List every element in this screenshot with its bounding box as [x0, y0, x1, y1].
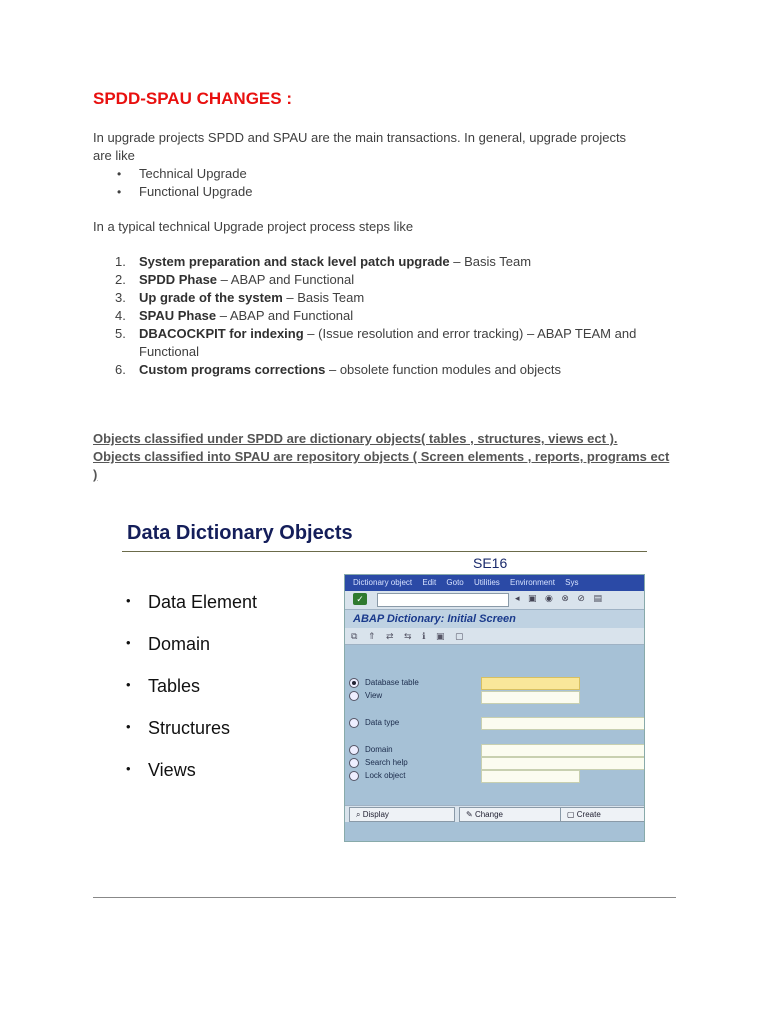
display-button: ⌕ Display: [349, 807, 455, 822]
dictionary-object-list: [126, 592, 257, 802]
bullet-dot: •: [117, 185, 122, 199]
process-steps-list: [93, 253, 683, 379]
sap-standard-toolbar: [345, 591, 644, 610]
slide-divider: [122, 551, 647, 552]
step-item: 3. Up grade of the system – Basis Team: [115, 290, 365, 305]
radio-icon: [349, 745, 359, 755]
create-button: ▢ Create: [560, 807, 645, 822]
menu-goto: Goto: [446, 578, 464, 587]
radio-selected-icon: [349, 678, 359, 688]
menu-system: Sys: [565, 578, 579, 587]
sap-menu-bar: [345, 575, 644, 591]
list-item: • Structures: [126, 718, 231, 738]
intro-line-2: are like: [93, 148, 135, 163]
radio-icon: [349, 758, 359, 768]
data-dictionary-slide-image: [116, 510, 656, 850]
transaction-code-label: SE16: [473, 555, 508, 571]
menu-dictionary-object: Dictionary object: [353, 578, 413, 587]
classification-note: [93, 430, 673, 484]
search-help-field: [481, 757, 645, 770]
list-item: • Domain: [126, 634, 211, 654]
domain-field: [481, 744, 645, 757]
list-item: • Functional Upgrade: [117, 184, 253, 199]
process-intro: In a typical technical Upgrade project process steps like: [93, 219, 414, 234]
check-icon: ✓: [353, 593, 367, 605]
lock-object-field: [481, 770, 580, 783]
radio-icon: [349, 691, 359, 701]
upgrade-types-list: [117, 165, 252, 201]
radio-icon: [349, 771, 359, 781]
sap-gui-screenshot: [344, 574, 645, 842]
sap-screen-title: ABAP Dictionary: Initial Screen: [345, 610, 644, 628]
bullet-dot: •: [117, 167, 122, 181]
option-view: View: [349, 691, 382, 701]
footer-divider: [93, 897, 676, 898]
step-item: 1. System preparation and stack level patch upgrade – Basis Team: [115, 254, 532, 269]
intro-line-1: In upgrade projects SPDD and SPAU are the main transactions. In general, upgrade projects: [93, 130, 627, 145]
list-item: • Tables: [126, 676, 201, 696]
list-item: • Data Element: [126, 592, 258, 612]
classification-line-1: Objects classified under SPDD are dictionary objects( tables , structures, views ect ).: [93, 431, 618, 446]
intro-paragraph: [93, 129, 683, 165]
menu-edit: Edit: [422, 578, 437, 587]
radio-icon: [349, 718, 359, 728]
option-search-help: Search help: [349, 758, 408, 768]
menu-utilities: Utilities: [473, 578, 500, 587]
sap-button-bar: [345, 805, 644, 822]
option-data-type: Data type: [349, 718, 399, 728]
step-item: 6. Custom programs corrections – obsolete function modules and objects: [115, 362, 561, 377]
database-table-field: [481, 677, 580, 690]
option-domain: Domain: [349, 745, 393, 755]
classification-line-2: Objects classified into SPAU are repository objects ( Screen elements , reports, programs ect ): [93, 449, 670, 482]
step-item: 2. SPDD Phase – ABAP and Functional: [115, 272, 355, 287]
step-item: 4. SPAU Phase – ABAP and Functional: [115, 308, 354, 323]
list-item: • Technical Upgrade: [117, 166, 247, 181]
slide-title: Data Dictionary Objects: [127, 522, 353, 544]
sap-application-toolbar: ⧉ ⇑ ⇄ ⇆ ℹ ▣ ▢: [345, 628, 644, 645]
view-field: [481, 691, 580, 704]
list-item: • Views: [126, 760, 196, 780]
step-item: 5. DBACOCKPIT for indexing – (Issue resolution and error tracking) – ABAP TEAM and Functional: [115, 326, 637, 359]
data-type-field: [481, 717, 645, 730]
option-database-table: Database table: [349, 678, 419, 688]
toolbar-icons: ◂ ▣ ◉ ⊗ ⊘ ▤: [515, 593, 605, 603]
change-button: ✎ Change: [459, 807, 561, 822]
command-field: [377, 593, 509, 607]
option-lock-object: Lock object: [349, 771, 405, 781]
menu-environment: Environment: [510, 578, 555, 587]
page-title: SPDD-SPAU CHANGES :: [93, 89, 292, 108]
